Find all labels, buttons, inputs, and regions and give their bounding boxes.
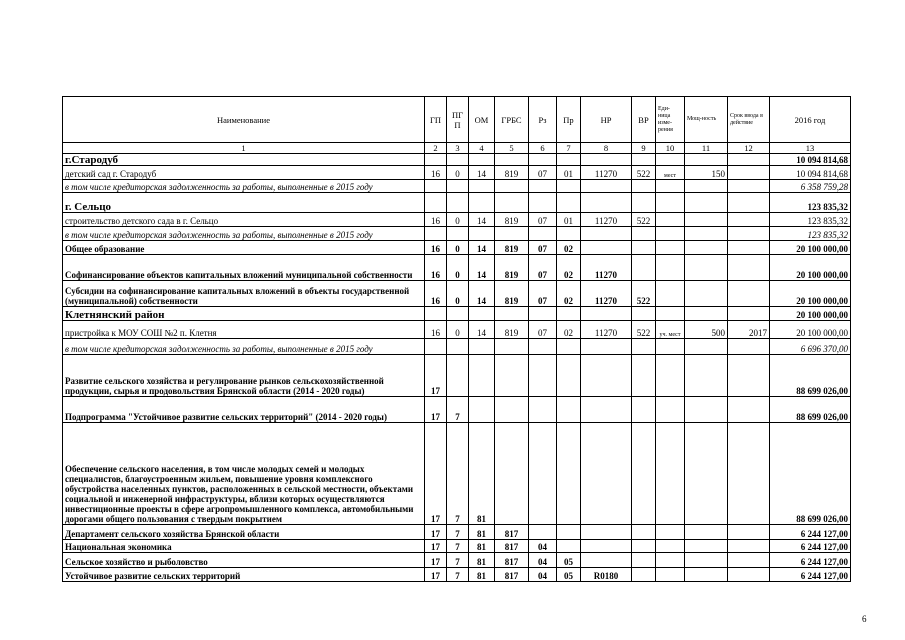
cell-term xyxy=(728,241,770,255)
cell-om: 81 xyxy=(469,525,495,540)
cell-power xyxy=(685,227,728,241)
cell-unit xyxy=(656,241,685,255)
cell-power: 150 xyxy=(685,166,728,180)
cell-term xyxy=(728,193,770,213)
cell-pr xyxy=(557,540,581,553)
cell-rz xyxy=(529,525,557,540)
cell-nr xyxy=(581,339,632,355)
cell-rz: 04 xyxy=(529,568,557,582)
cell-grbs: 819 xyxy=(495,321,529,339)
table-row xyxy=(63,525,851,540)
cell-gp: 17 xyxy=(425,540,447,553)
cell-grbs xyxy=(495,180,529,193)
cell-nr: 11270 xyxy=(581,321,632,339)
cell-pr xyxy=(557,423,581,525)
table-row xyxy=(63,553,851,568)
cell-nr: R0180 xyxy=(581,568,632,582)
cell-rz xyxy=(529,397,557,423)
cell-nr xyxy=(581,397,632,423)
table-row xyxy=(63,166,851,180)
cell-gp: 17 xyxy=(425,397,447,423)
cell-rz xyxy=(529,423,557,525)
cell-om xyxy=(469,227,495,241)
cell-nr: 11270 xyxy=(581,281,632,307)
cell-vr: 522 xyxy=(632,166,656,180)
cell-grbs: 817 xyxy=(495,568,529,582)
row-name: в том числе кредиторская задолженность за работы, выполненные в 2015 году xyxy=(63,227,425,241)
cell-grbs xyxy=(495,227,529,241)
row-name: Обеспечение сельского населения, в том числе молодых семей и молодых специалистов, благоустроенным жильем, повышение уровня комплексного обустройства населенных пунктов, расположенных в сельской местности, объектами социальной и инженерной инфраструктуры, вблизи которых осуществляются инвестиционные проекты в сфере агропромышленного комплекса, автомобильными дорогами общего пользования с твердым покрытием xyxy=(63,423,425,525)
header-name: Наименование xyxy=(63,97,425,143)
cell-power xyxy=(685,339,728,355)
cell-rz xyxy=(529,154,557,166)
cell-nr xyxy=(581,241,632,255)
header-rz: Рз xyxy=(529,97,557,143)
cell-pr: 02 xyxy=(557,321,581,339)
cell-term xyxy=(728,423,770,525)
cell-unit xyxy=(656,255,685,281)
row-name: г. Сельцо xyxy=(63,193,425,213)
cell-rz xyxy=(529,193,557,213)
cell-pr: 02 xyxy=(557,255,581,281)
cell-pr: 05 xyxy=(557,553,581,568)
cell-unit xyxy=(656,540,685,553)
cell-term xyxy=(728,213,770,227)
table-row xyxy=(63,227,851,241)
cell-ppgp xyxy=(447,339,469,355)
cell-amount: 123 835,32 xyxy=(770,227,851,241)
cell-rz: 07 xyxy=(529,281,557,307)
row-name: г.Стародуб xyxy=(63,154,425,166)
cell-rz xyxy=(529,227,557,241)
cell-grbs xyxy=(495,193,529,213)
cell-unit xyxy=(656,339,685,355)
cell-vr xyxy=(632,423,656,525)
cell-vr xyxy=(632,525,656,540)
cell-gp: 16 xyxy=(425,321,447,339)
cell-power xyxy=(685,540,728,553)
cell-unit xyxy=(656,397,685,423)
cell-term xyxy=(728,339,770,355)
cell-nr xyxy=(581,540,632,553)
row-name: Клетнянский район xyxy=(63,307,425,321)
cell-grbs xyxy=(495,355,529,397)
column-number: 5 xyxy=(495,143,529,154)
page-number: 6 xyxy=(862,614,867,624)
cell-pr: 02 xyxy=(557,241,581,255)
cell-om xyxy=(469,193,495,213)
cell-ppgp: 0 xyxy=(447,241,469,255)
cell-rz xyxy=(529,355,557,397)
cell-ppgp: 7 xyxy=(447,397,469,423)
table-row xyxy=(63,423,851,525)
cell-amount: 10 094 814,68 xyxy=(770,154,851,166)
cell-grbs: 817 xyxy=(495,553,529,568)
table-row xyxy=(63,355,851,397)
cell-om xyxy=(469,307,495,321)
cell-unit xyxy=(656,281,685,307)
cell-vr xyxy=(632,227,656,241)
cell-gp xyxy=(425,307,447,321)
cell-unit: уч. мест xyxy=(656,321,685,339)
cell-ppgp: 0 xyxy=(447,281,469,307)
header-power: Мощ-ность xyxy=(685,97,728,143)
cell-amount: 20 100 000,00 xyxy=(770,307,851,321)
cell-vr: 522 xyxy=(632,213,656,227)
cell-om: 14 xyxy=(469,213,495,227)
cell-term xyxy=(728,397,770,423)
cell-ppgp xyxy=(447,180,469,193)
cell-amount: 6 244 127,00 xyxy=(770,568,851,582)
cell-grbs: 819 xyxy=(495,241,529,255)
cell-power xyxy=(685,553,728,568)
cell-vr xyxy=(632,193,656,213)
cell-vr xyxy=(632,154,656,166)
header-gp: ГП xyxy=(425,97,447,143)
cell-vr xyxy=(632,241,656,255)
cell-grbs: 817 xyxy=(495,525,529,540)
cell-unit xyxy=(656,423,685,525)
cell-ppgp xyxy=(447,227,469,241)
row-name: Национальная экономика xyxy=(63,540,425,553)
cell-unit xyxy=(656,213,685,227)
cell-unit xyxy=(656,553,685,568)
cell-grbs: 819 xyxy=(495,281,529,307)
cell-term: 2017 xyxy=(728,321,770,339)
header-term: Срок ввода в действие xyxy=(728,97,770,143)
column-number: 1 xyxy=(63,143,425,154)
cell-power xyxy=(685,397,728,423)
cell-ppgp: 0 xyxy=(447,213,469,227)
cell-ppgp: 7 xyxy=(447,568,469,582)
row-name: Софинансирование объектов капитальных вложений муниципальной собственности xyxy=(63,255,425,281)
cell-vr xyxy=(632,180,656,193)
header-nr: НР xyxy=(581,97,632,143)
row-name: Общее образование xyxy=(63,241,425,255)
cell-rz: 07 xyxy=(529,241,557,255)
cell-om xyxy=(469,339,495,355)
cell-amount: 20 100 000,00 xyxy=(770,241,851,255)
header-pr: Пр xyxy=(557,97,581,143)
cell-gp xyxy=(425,339,447,355)
cell-gp xyxy=(425,227,447,241)
cell-term xyxy=(728,540,770,553)
cell-gp: 16 xyxy=(425,213,447,227)
cell-grbs: 819 xyxy=(495,255,529,281)
budget-table-sheet xyxy=(62,96,851,582)
cell-power xyxy=(685,281,728,307)
cell-pr xyxy=(557,355,581,397)
budget-table xyxy=(62,96,851,582)
cell-amount: 20 100 000,00 xyxy=(770,281,851,307)
cell-gp: 17 xyxy=(425,553,447,568)
cell-pr: 01 xyxy=(557,166,581,180)
cell-rz: 07 xyxy=(529,255,557,281)
cell-ppgp: 0 xyxy=(447,255,469,281)
cell-om xyxy=(469,397,495,423)
cell-vr xyxy=(632,540,656,553)
cell-om: 81 xyxy=(469,553,495,568)
cell-grbs: 819 xyxy=(495,213,529,227)
cell-om xyxy=(469,355,495,397)
cell-rz xyxy=(529,307,557,321)
cell-amount: 123 835,32 xyxy=(770,213,851,227)
header-unit: Еди-ница изме-рения xyxy=(656,97,685,143)
cell-pr xyxy=(557,154,581,166)
cell-nr: 11270 xyxy=(581,255,632,281)
cell-pr xyxy=(557,227,581,241)
cell-gp xyxy=(425,193,447,213)
cell-amount: 6 696 370,00 xyxy=(770,339,851,355)
row-name: детский сад г. Стародуб xyxy=(63,166,425,180)
column-number: 8 xyxy=(581,143,632,154)
cell-om: 14 xyxy=(469,241,495,255)
cell-nr: 11270 xyxy=(581,213,632,227)
row-name: Подпрограмма "Устойчивое развитие сельских территорий" (2014 - 2020 годы) xyxy=(63,397,425,423)
cell-ppgp: 7 xyxy=(447,423,469,525)
cell-gp xyxy=(425,154,447,166)
cell-term xyxy=(728,525,770,540)
cell-power xyxy=(685,213,728,227)
cell-power xyxy=(685,568,728,582)
cell-amount: 88 699 026,00 xyxy=(770,355,851,397)
cell-gp: 16 xyxy=(425,255,447,281)
cell-nr xyxy=(581,193,632,213)
cell-vr: 522 xyxy=(632,281,656,307)
column-number: 3 xyxy=(447,143,469,154)
cell-ppgp xyxy=(447,154,469,166)
cell-gp xyxy=(425,180,447,193)
cell-term xyxy=(728,180,770,193)
cell-om: 14 xyxy=(469,321,495,339)
cell-unit xyxy=(656,355,685,397)
cell-om: 81 xyxy=(469,540,495,553)
cell-nr xyxy=(581,180,632,193)
cell-amount: 123 835,32 xyxy=(770,193,851,213)
cell-vr xyxy=(632,355,656,397)
cell-ppgp: 7 xyxy=(447,540,469,553)
cell-grbs: 819 xyxy=(495,166,529,180)
cell-vr xyxy=(632,553,656,568)
table-row xyxy=(63,339,851,355)
cell-grbs xyxy=(495,397,529,423)
cell-pr xyxy=(557,339,581,355)
cell-om: 81 xyxy=(469,423,495,525)
cell-unit xyxy=(656,180,685,193)
cell-amount: 6 358 759,28 xyxy=(770,180,851,193)
cell-amount: 88 699 026,00 xyxy=(770,397,851,423)
column-number: 11 xyxy=(685,143,728,154)
cell-ppgp xyxy=(447,307,469,321)
cell-pr: 05 xyxy=(557,568,581,582)
cell-nr xyxy=(581,553,632,568)
cell-unit xyxy=(656,525,685,540)
cell-unit xyxy=(656,154,685,166)
cell-vr: 522 xyxy=(632,321,656,339)
cell-rz xyxy=(529,339,557,355)
cell-nr xyxy=(581,307,632,321)
cell-power xyxy=(685,193,728,213)
cell-rz: 07 xyxy=(529,166,557,180)
cell-grbs xyxy=(495,423,529,525)
cell-pr xyxy=(557,397,581,423)
cell-power xyxy=(685,255,728,281)
cell-power xyxy=(685,307,728,321)
cell-pr xyxy=(557,307,581,321)
cell-unit xyxy=(656,307,685,321)
cell-ppgp xyxy=(447,193,469,213)
cell-gp: 17 xyxy=(425,355,447,397)
cell-nr xyxy=(581,423,632,525)
table-row xyxy=(63,568,851,582)
header-row xyxy=(63,97,851,143)
cell-om xyxy=(469,180,495,193)
cell-grbs xyxy=(495,307,529,321)
cell-term xyxy=(728,355,770,397)
row-name: в том числе кредиторская задолженность за работы, выполненные в 2015 году xyxy=(63,180,425,193)
cell-nr xyxy=(581,355,632,397)
table-row xyxy=(63,193,851,213)
table-row xyxy=(63,540,851,553)
cell-rz: 04 xyxy=(529,553,557,568)
cell-unit xyxy=(656,227,685,241)
row-name: строительство детского сада в г. Сельцо xyxy=(63,213,425,227)
cell-ppgp: 0 xyxy=(447,166,469,180)
cell-nr xyxy=(581,525,632,540)
cell-pr xyxy=(557,525,581,540)
cell-rz: 04 xyxy=(529,540,557,553)
cell-pr xyxy=(557,193,581,213)
cell-vr xyxy=(632,568,656,582)
column-number: 13 xyxy=(770,143,851,154)
cell-vr xyxy=(632,397,656,423)
cell-amount: 6 244 127,00 xyxy=(770,540,851,553)
cell-power xyxy=(685,355,728,397)
cell-unit xyxy=(656,193,685,213)
cell-vr xyxy=(632,339,656,355)
cell-unit: мест xyxy=(656,166,685,180)
cell-unit xyxy=(656,568,685,582)
cell-rz xyxy=(529,180,557,193)
header-ppgp: ПГП xyxy=(447,97,469,143)
cell-gp: 16 xyxy=(425,281,447,307)
column-number: 10 xyxy=(656,143,685,154)
table-row xyxy=(63,255,851,281)
header-year: 2016 год xyxy=(770,97,851,143)
cell-power: 500 xyxy=(685,321,728,339)
cell-term xyxy=(728,568,770,582)
cell-amount: 6 244 127,00 xyxy=(770,525,851,540)
row-name: Сельское хозяйство и рыболовство xyxy=(63,553,425,568)
cell-gp: 17 xyxy=(425,525,447,540)
cell-pr xyxy=(557,180,581,193)
cell-amount: 20 100 000,00 xyxy=(770,255,851,281)
cell-nr xyxy=(581,227,632,241)
table-row xyxy=(63,154,851,166)
row-name: в том числе кредиторская задолженность за работы, выполненные в 2015 году xyxy=(63,339,425,355)
cell-term xyxy=(728,553,770,568)
cell-grbs xyxy=(495,154,529,166)
column-number: 9 xyxy=(632,143,656,154)
cell-nr: 11270 xyxy=(581,166,632,180)
cell-grbs: 817 xyxy=(495,540,529,553)
column-number-row xyxy=(63,143,851,154)
cell-power xyxy=(685,180,728,193)
cell-amount: 10 094 814,68 xyxy=(770,166,851,180)
cell-om: 14 xyxy=(469,255,495,281)
cell-gp: 17 xyxy=(425,568,447,582)
table-row xyxy=(63,397,851,423)
cell-term xyxy=(728,166,770,180)
cell-om: 14 xyxy=(469,166,495,180)
table-row xyxy=(63,213,851,227)
row-name: Развитие сельского хозяйства и регулирование рынков сельскохозяйственной продукции, сырья и продовольствия Брянской области (2014 - 2020 годы) xyxy=(63,355,425,397)
row-name: Субсидии на софинансирование капитальных вложений в объекты государственной (муниципальной) собственности xyxy=(63,281,425,307)
cell-vr xyxy=(632,255,656,281)
cell-vr xyxy=(632,307,656,321)
cell-power xyxy=(685,525,728,540)
cell-power xyxy=(685,423,728,525)
cell-pr: 02 xyxy=(557,281,581,307)
cell-term xyxy=(728,255,770,281)
cell-term xyxy=(728,227,770,241)
header-om: ОМ xyxy=(469,97,495,143)
cell-ppgp: 0 xyxy=(447,321,469,339)
column-number: 4 xyxy=(469,143,495,154)
column-number: 12 xyxy=(728,143,770,154)
row-name: Устойчивое развитие сельских территорий xyxy=(63,568,425,582)
cell-om xyxy=(469,154,495,166)
cell-gp: 17 xyxy=(425,423,447,525)
cell-ppgp: 7 xyxy=(447,553,469,568)
header-grbs: ГРБС xyxy=(495,97,529,143)
cell-amount: 20 100 000,00 xyxy=(770,321,851,339)
column-number: 7 xyxy=(557,143,581,154)
cell-ppgp xyxy=(447,355,469,397)
cell-grbs xyxy=(495,339,529,355)
column-number: 2 xyxy=(425,143,447,154)
cell-power xyxy=(685,154,728,166)
table-row xyxy=(63,241,851,255)
cell-power xyxy=(685,241,728,255)
cell-nr xyxy=(581,154,632,166)
cell-pr: 01 xyxy=(557,213,581,227)
cell-gp: 16 xyxy=(425,241,447,255)
cell-gp: 16 xyxy=(425,166,447,180)
row-name: пристройка к МОУ СОШ №2 п. Клетня xyxy=(63,321,425,339)
cell-om: 81 xyxy=(469,568,495,582)
cell-ppgp: 7 xyxy=(447,525,469,540)
header-vr: ВР xyxy=(632,97,656,143)
column-number: 6 xyxy=(529,143,557,154)
cell-term xyxy=(728,154,770,166)
cell-amount: 6 244 127,00 xyxy=(770,553,851,568)
row-name: Департамент сельского хозяйства Брянской области xyxy=(63,525,425,540)
table-row xyxy=(63,281,851,307)
cell-rz: 07 xyxy=(529,213,557,227)
cell-om: 14 xyxy=(469,281,495,307)
table-row xyxy=(63,321,851,339)
table-row xyxy=(63,307,851,321)
cell-term xyxy=(728,307,770,321)
cell-term xyxy=(728,281,770,307)
table-row xyxy=(63,180,851,193)
cell-rz: 07 xyxy=(529,321,557,339)
cell-amount: 88 699 026,00 xyxy=(770,423,851,525)
